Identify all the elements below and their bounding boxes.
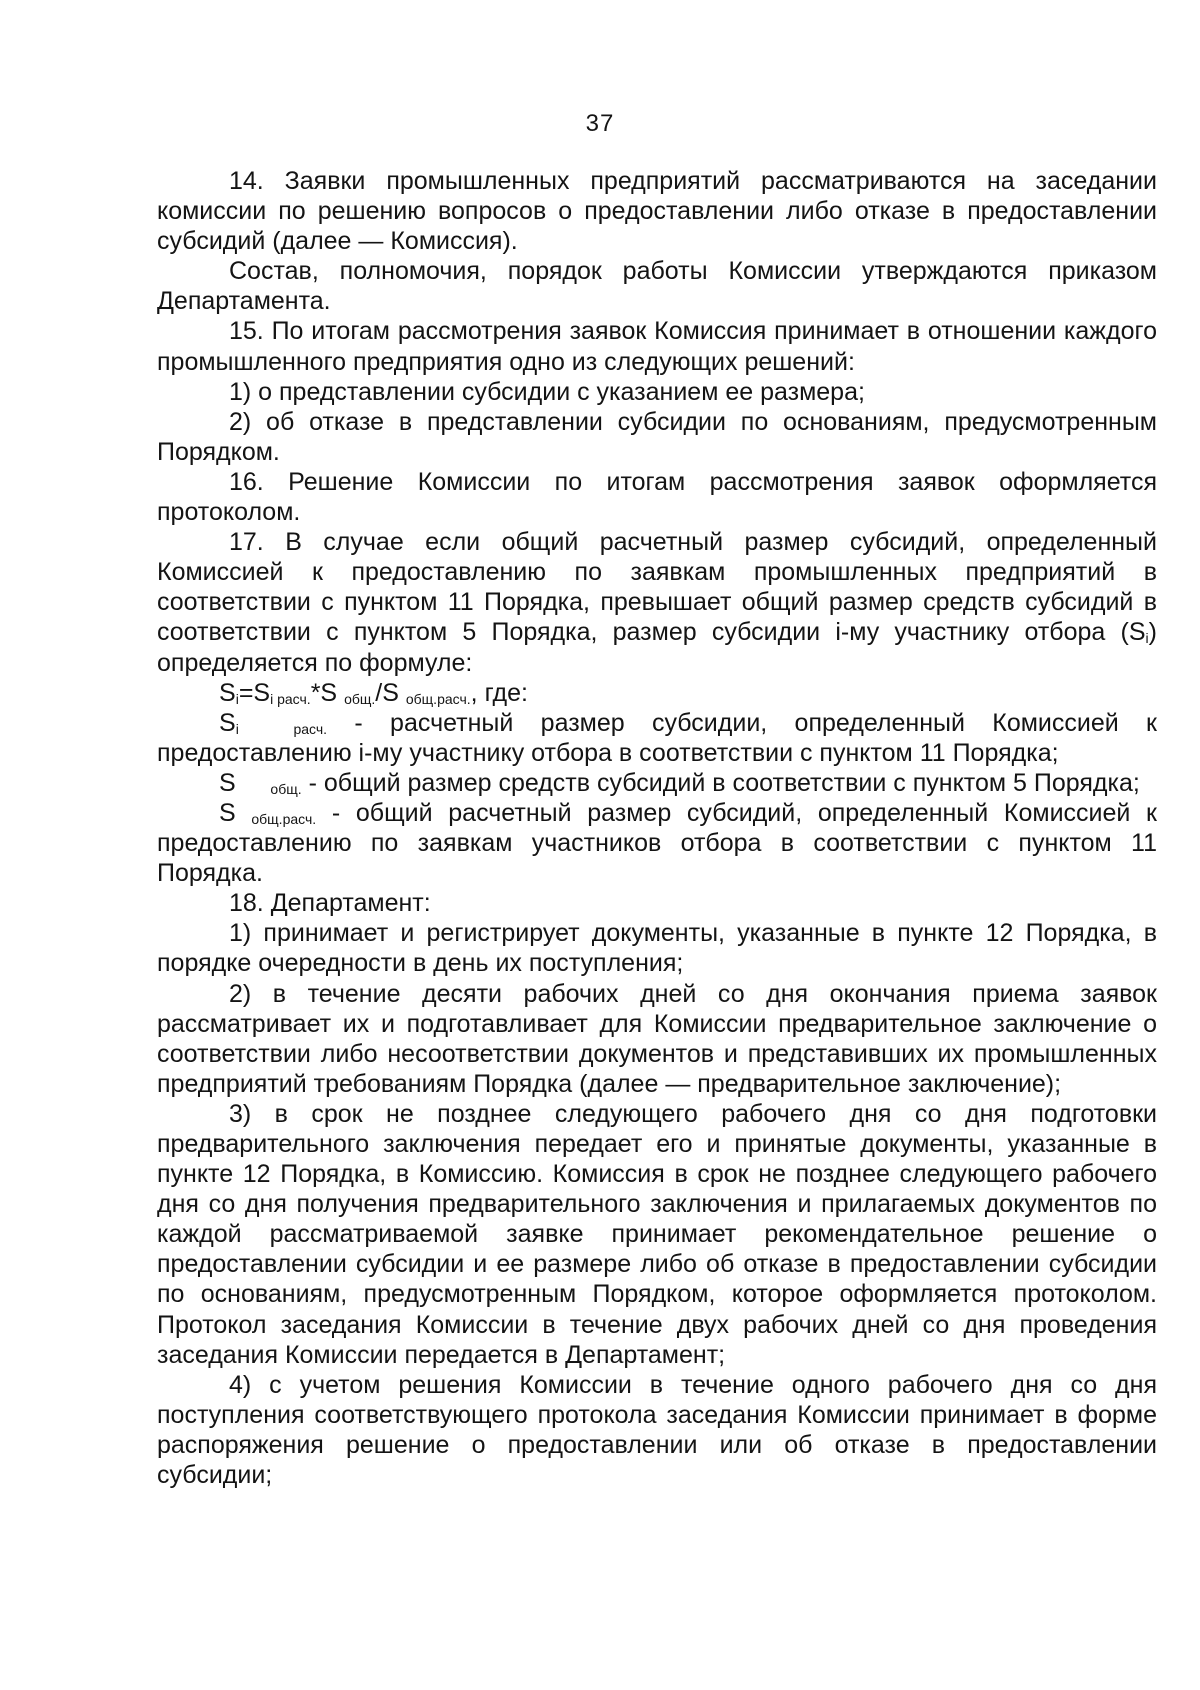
paragraph-17-text-b: ) определяется по формуле: bbox=[157, 618, 1157, 677]
paragraph-16: 16. Решение Комиссии по итогам рассмотрения заявок оформляется протоколом. bbox=[157, 467, 1157, 527]
paragraph-18-item-3: 3) в срок не позднее следующего рабочего дня со дня подготовки предварительного заключения передает его и принятые документы, указанные в пункте 12 Порядка, в Комиссию. Комиссия в срок не позднее следующего рабочего дня со дня получения предварительного заключения и прилагаемых документов по каждой рассматриваемой заявке принимает рекомендательное решение о предоставлении субсидии и ее размере либо об отказе в предоставлении субсидии по основаниям, предусмотренным Порядком, которое оформляется протоколом. Протокол заседания Комиссии в течение двух рабочих дней со дня проведения заседания Комиссии передается в Департамент; bbox=[157, 1099, 1157, 1369]
definition-subscript: общ. bbox=[270, 780, 302, 797]
formula-divide: /S bbox=[375, 678, 406, 707]
definition-si-calc bbox=[157, 708, 1157, 768]
formula-symbol-s: S bbox=[219, 678, 236, 707]
paragraph-18-item-1: 1) принимает и регистрирует документы, указанные в пункте 12 Порядка, в порядке очередности в день их поступления; bbox=[157, 919, 1157, 978]
formula-subscript-i: i bbox=[235, 690, 239, 707]
page-number: 37 bbox=[585, 110, 615, 137]
definition-s-total-calc bbox=[157, 798, 1157, 888]
formula-subscript-calc: i расч. bbox=[270, 690, 311, 707]
paragraph-17-text-a: 17. В случае если общий расчетный размер субсидий, определенный Комиссией к предоставлению по заявкам промышленных предприятий в соответствии с пунктом 11 Порядка, превышает общий размер средств субсидий в соответствии с пунктом 5 Порядка, размер субсидии i-му участнику отбора (S bbox=[157, 528, 1157, 647]
definition-subscript-2: расч. bbox=[293, 720, 328, 737]
definition-symbol: S bbox=[219, 708, 236, 737]
document-body bbox=[157, 166, 1157, 1490]
formula-subscript-total-calc: общ.расч. bbox=[405, 690, 471, 707]
paragraph-18: 18. Департамент: bbox=[229, 889, 431, 918]
paragraph-15: 15. По итогам рассмотрения заявок Комиссия принимает в отношении каждого промышленного предприятия одно из следующих решений: bbox=[157, 317, 1157, 376]
paragraph-17 bbox=[157, 527, 1157, 677]
paragraph-15-item-1: 1) о представлении субсидии с указанием ее размера; bbox=[229, 377, 865, 406]
formula-multiply: *S bbox=[310, 678, 345, 707]
paragraph-14: 14. Заявки промышленных предприятий рассматриваются на заседании комиссии по решению вопросов о предоставлении либо отказе в предоставлении субсидий (далее — Комиссия). bbox=[157, 167, 1157, 256]
definition-subscript: общ.расч. bbox=[251, 810, 317, 827]
paragraph-17-subscript: i bbox=[1145, 630, 1149, 647]
definition-text: - общий расчетный размер субсидий, определенный Комиссией к предоставлению по заявкам участников отбора в соответствии с пунктом 11 Порядка. bbox=[157, 798, 1157, 888]
formula-tail: , где: bbox=[470, 678, 528, 707]
formula bbox=[157, 678, 1157, 708]
definition-symbol: S bbox=[219, 768, 236, 797]
formula-equals: =S bbox=[238, 678, 271, 707]
formula-subscript-total: общ. bbox=[344, 690, 376, 707]
paragraph-15-item-2: 2) об отказе в представлении субсидии по основаниям, предусмотренным Порядком. bbox=[157, 407, 1157, 466]
paragraph-18-item-2: 2) в течение десяти рабочих дней со дня окончания приема заявок рассматривает их и подготавливает для Комиссии предварительное заключение о соответствии либо несоответствии документов и представивших их промышленных предприятий требованиям Порядка (далее — предварительное заключение); bbox=[157, 979, 1157, 1098]
definition-text: - общий размер средств субсидий в соответствии с пунктом 5 Порядка; bbox=[301, 768, 1140, 797]
definition-subscript: i bbox=[235, 720, 239, 737]
definition-symbol: S bbox=[219, 798, 252, 827]
paragraph-14-composition: Состав, полномочия, порядок работы Комиссии утверждаются приказом Департамента. bbox=[157, 257, 1157, 316]
definition-text: - расчетный размер субсидии, определенный Комиссией к предоставлению i-му участнику отбора в соответствии с пунктом 11 Порядка; bbox=[157, 708, 1157, 767]
paragraph-18-item-4: 4) с учетом решения Комиссии в течение одного рабочего дня со дня поступления соответствующего протокола заседания Комиссии принимает в форме распоряжения решение о предоставлении или об отказе в предоставлении субсидии; bbox=[157, 1370, 1157, 1490]
definition-s-total bbox=[157, 768, 1157, 798]
